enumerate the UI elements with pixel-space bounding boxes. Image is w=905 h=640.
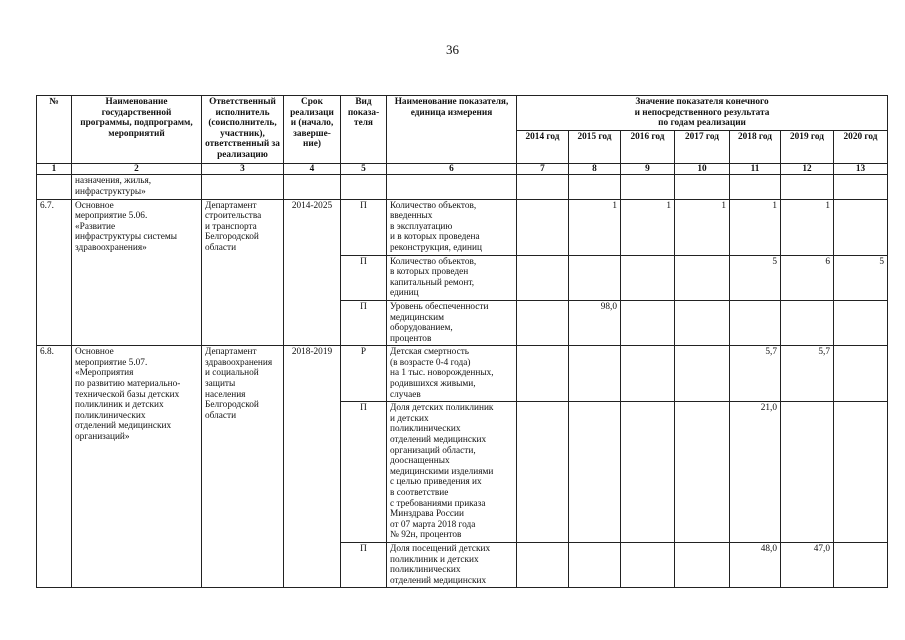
table-row (37, 346, 888, 402)
value-cell (621, 255, 675, 300)
value-cell: 1 (621, 199, 675, 255)
col-num-7: 7 (517, 163, 569, 175)
row-term: 2018-2019 (284, 346, 341, 588)
indicator-kind: П (341, 542, 387, 587)
value-cell (621, 346, 675, 402)
value-cell (517, 542, 569, 587)
value-cell: 1 (569, 199, 621, 255)
value-cell (781, 402, 834, 543)
value-cell (675, 346, 730, 402)
header-kind: Вид показа-теля (341, 96, 387, 164)
value-cell (517, 300, 569, 345)
value-cell (517, 402, 569, 543)
value-cell (834, 300, 888, 345)
value-cell (517, 346, 569, 402)
col-num-13: 13 (834, 163, 888, 175)
indicator-kind: П (341, 255, 387, 300)
page-number: 36 (446, 42, 459, 57)
col-num-9: 9 (621, 163, 675, 175)
year-2015: 2015 год (569, 130, 621, 163)
indicator-text: Уровень обеспеченности медицинским оборудованием, процентов (387, 300, 517, 345)
indicator-text: Доля детских поликлиник и детских поликлинических отделений медицинских организаций области, дооснащенных медицинскими изделиями с целью приведения их в соответствие с требованиями приказа Минздрава России от 07 марта 2018 года № 92н, процентов (387, 402, 517, 543)
value-cell (730, 300, 781, 345)
value-cell: 21,0 (730, 402, 781, 543)
value-cell: 5 (730, 255, 781, 300)
continuation-row (37, 175, 888, 199)
value-cell: 47,0 (781, 542, 834, 587)
value-cell (621, 542, 675, 587)
header-executor: Ответственный исполнитель (соисполнитель, участник), ответственный за реализацию (202, 96, 284, 164)
continuation-text: назначения, жилья, инфраструктуры» (72, 175, 202, 199)
indicators-table (36, 95, 888, 588)
value-cell (569, 346, 621, 402)
value-cell (675, 300, 730, 345)
header-row (37, 96, 888, 131)
value-cell: 48,0 (730, 542, 781, 587)
row-executor: Департамент здравоохранения и социальной защиты населения Белгородской области (202, 346, 284, 588)
col-num-8: 8 (569, 163, 621, 175)
value-cell (675, 542, 730, 587)
indicator-kind: П (341, 402, 387, 543)
col-num-3: 3 (202, 163, 284, 175)
value-cell (569, 402, 621, 543)
col-num-6: 6 (387, 163, 517, 175)
value-cell: 1 (781, 199, 834, 255)
value-cell (517, 255, 569, 300)
row-num: 6.8. (37, 346, 72, 588)
indicator-kind: П (341, 199, 387, 255)
header-indicator: Наименование показателя, единица измерения (387, 96, 517, 164)
value-cell: 1 (675, 199, 730, 255)
value-cell (834, 199, 888, 255)
row-name: Основное мероприятие 5.06. «Развитие инфраструктуры системы здравоохранения» (72, 199, 202, 346)
table-row (37, 199, 888, 255)
value-cell (569, 255, 621, 300)
indicator-text: Доля посещений детских поликлиник и детских поликлинических отделений медицинских (387, 542, 517, 587)
header-name: Наименование государственной программы, подпрограмм, мероприятий (72, 96, 202, 164)
col-num-4: 4 (284, 163, 341, 175)
col-num-10: 10 (675, 163, 730, 175)
value-cell (675, 255, 730, 300)
value-cell (834, 402, 888, 543)
value-cell (675, 402, 730, 543)
value-cell (621, 402, 675, 543)
value-cell: 5,7 (781, 346, 834, 402)
value-cell (834, 346, 888, 402)
value-cell (781, 300, 834, 345)
row-name: Основное мероприятие 5.07. «Мероприятия по развитию материально- технической базы детских поликлиник и детских поликлинических отделений медицинских организаций» (72, 346, 202, 588)
header-num: № (37, 96, 72, 164)
year-2016: 2016 год (621, 130, 675, 163)
row-executor: Департамент строительства и транспорта Белгородской области (202, 199, 284, 346)
col-num-1: 1 (37, 163, 72, 175)
col-num-12: 12 (781, 163, 834, 175)
value-cell: 5 (834, 255, 888, 300)
value-cell: 1 (730, 199, 781, 255)
value-cell (621, 300, 675, 345)
year-2018: 2018 год (730, 130, 781, 163)
value-cell: 6 (781, 255, 834, 300)
col-num-5: 5 (341, 163, 387, 175)
row-term: 2014-2025 (284, 199, 341, 346)
indicator-kind: П (341, 300, 387, 345)
indicator-text: Количество объектов, в которых проведен капитальный ремонт, единиц (387, 255, 517, 300)
value-cell (517, 199, 569, 255)
row-num: 6.7. (37, 199, 72, 346)
value-cell (569, 542, 621, 587)
value-cell: 5,7 (730, 346, 781, 402)
indicator-kind: Р (341, 346, 387, 402)
value-cell: 98,0 (569, 300, 621, 345)
header-term: Срок реализаци и (начало, заверше-ние) (284, 96, 341, 164)
col-num-11: 11 (730, 163, 781, 175)
year-2020: 2020 год (834, 130, 888, 163)
header-value-group: Значение показателя конечного и непосредственного результата по годам реализации (517, 96, 888, 131)
year-2014: 2014 год (517, 130, 569, 163)
year-2017: 2017 год (675, 130, 730, 163)
indicator-text: Детская смертность (в возрасте 0-4 года) на 1 тыс. новорожденных, родившихся живыми, случаев (387, 346, 517, 402)
year-2019: 2019 год (781, 130, 834, 163)
column-numbers-row (37, 163, 888, 175)
indicator-text: Количество объектов, введенных в эксплуатацию и в которых проведена реконструкция, единиц (387, 199, 517, 255)
value-cell (834, 542, 888, 587)
col-num-2: 2 (72, 163, 202, 175)
